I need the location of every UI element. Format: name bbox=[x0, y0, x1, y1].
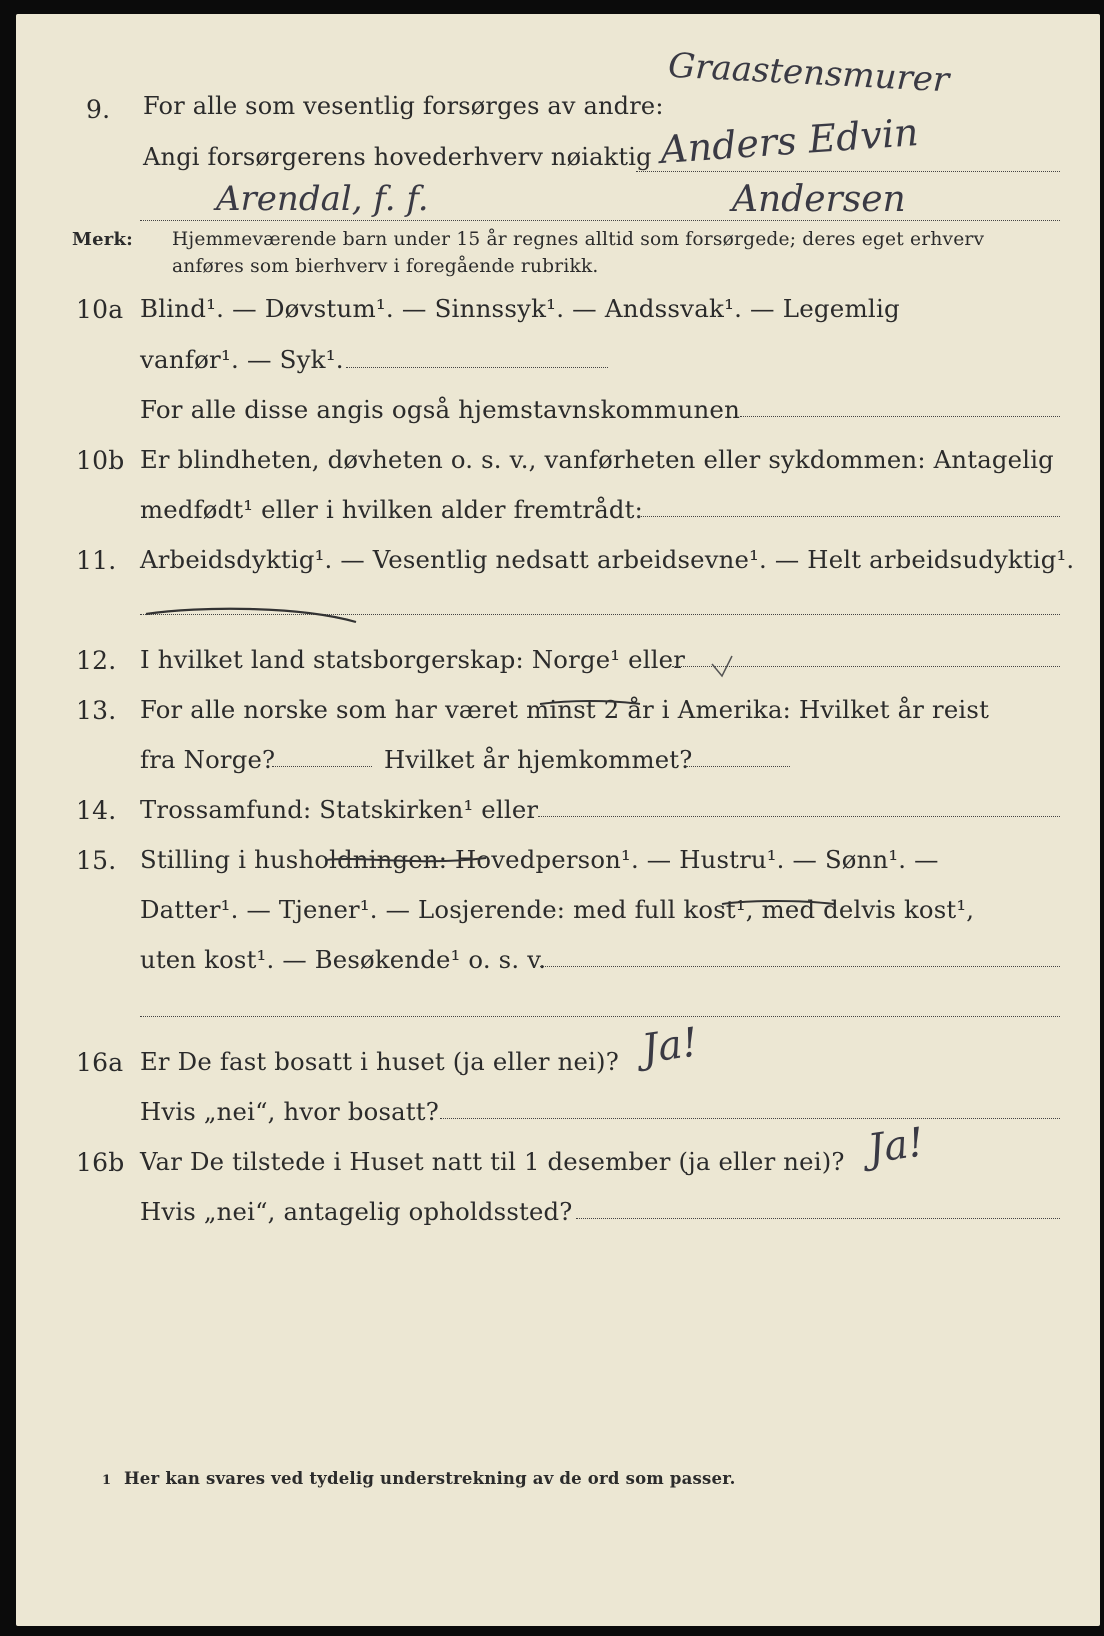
q10b-number: 10b bbox=[76, 446, 125, 475]
q15-answer-line2 bbox=[140, 1016, 1060, 1017]
q10a-hjemstavn-line bbox=[740, 416, 1060, 417]
q15-number: 15. bbox=[76, 846, 117, 875]
q13-number: 13. bbox=[76, 696, 117, 725]
q9-handwritten-place: Arendal, f. f. bbox=[216, 179, 429, 219]
merk-line1: Hjemmeværende barn under 15 år regnes alltid som forsørgede; deres eget erhverv bbox=[172, 229, 985, 250]
q10a-line2: vanfør¹. — Syk¹. bbox=[140, 345, 344, 374]
q9-number: 9. bbox=[86, 95, 111, 124]
q10b-line2: medfødt¹ eller i hvilken alder fremtrådt: bbox=[140, 495, 644, 524]
q15-line1: Stilling i husholdningen: Hovedperson¹. — Hustru¹. — Sønn¹. — bbox=[140, 845, 939, 874]
q16b-line2: Hvis „nei“, antagelig opholdssted? bbox=[140, 1197, 573, 1226]
q10a-line1: Blind¹. — Døvstum¹. — Sinnssyk¹. — Andssvak¹. — Legemlig bbox=[140, 294, 900, 323]
census-form-page bbox=[16, 14, 1100, 1626]
q11-line1: Arbeidsdyktig¹. — Vesentlig nedsatt arbeidsevne¹. — Helt arbeidsudyktig¹. bbox=[140, 545, 1075, 574]
q15-answer-line1 bbox=[540, 966, 1060, 967]
q16b-answer-line bbox=[576, 1218, 1060, 1219]
q13-line1: For alle norske som har været minst 2 år i Amerika: Hvilket år reist bbox=[140, 695, 990, 724]
q16a-line1: Er De fast bosatt i huset (ja eller nei)? bbox=[140, 1047, 619, 1076]
q9-handwritten-occupation: Graastensmurer bbox=[667, 45, 951, 101]
q16a-line2: Hvis „nei“, hvor bosatt? bbox=[140, 1097, 439, 1126]
q14-answer-line bbox=[538, 816, 1060, 817]
q16a-number: 16a bbox=[76, 1048, 124, 1077]
q10a-number: 10a bbox=[76, 295, 124, 324]
q16a-answer-line bbox=[440, 1118, 1060, 1119]
q9-line1: For alle som vesentlig forsørges av andre: bbox=[143, 92, 664, 120]
q14-number: 14. bbox=[76, 796, 117, 825]
q11-number: 11. bbox=[76, 546, 117, 575]
footnote-mark: 1 bbox=[102, 1473, 112, 1488]
footnote-text: Her kan svares ved tydelig understrekning av de ord som passer. bbox=[124, 1469, 736, 1488]
q13-year-returned-line bbox=[686, 766, 790, 767]
merk-label: Merk: bbox=[72, 229, 133, 250]
q12-answer-line bbox=[672, 666, 1060, 667]
q16a-handwritten-answer: Ja! bbox=[639, 1019, 701, 1073]
q13-line2a: fra Norge? bbox=[140, 745, 276, 774]
merk-line2: anføres som bierhverv i foregående rubrikk. bbox=[172, 256, 599, 277]
q9-answer-line1 bbox=[636, 171, 1060, 172]
q15-line2: Datter¹. — Tjener¹. — Losjerende: med full kost¹, med delvis kost¹, bbox=[140, 895, 975, 924]
q13-line2b: Hvilket år hjemkommet? bbox=[384, 745, 693, 774]
q9-handwritten-name1: Anders Edvin bbox=[658, 110, 920, 172]
q10a-answer-line bbox=[346, 367, 608, 368]
q11-answer-line bbox=[140, 614, 1060, 615]
q16b-number: 16b bbox=[76, 1148, 125, 1177]
q15-line3: uten kost¹. — Besøkende¹ o. s. v. bbox=[140, 945, 547, 974]
q10b-line1: Er blindheten, døvheten o. s. v., vanførheten eller sykdommen: Antagelig bbox=[140, 445, 1054, 474]
q14-line1: Trossamfund: Statskirken¹ eller bbox=[140, 795, 539, 824]
q10b-answer-line bbox=[638, 516, 1060, 517]
q16b-handwritten-answer: Ja! bbox=[865, 1119, 927, 1173]
q12-line1: I hvilket land statsborgerskap: Norge¹ eller bbox=[140, 645, 686, 674]
q12-number: 12. bbox=[76, 646, 117, 675]
q10a-line3: For alle disse angis også hjemstavnskommunen bbox=[140, 395, 741, 424]
q9-answer-line2 bbox=[140, 220, 1060, 221]
q9-line2: Angi forsørgerens hovederhverv nøiaktig bbox=[143, 143, 652, 171]
q13-year-left-line bbox=[272, 766, 372, 767]
q9-handwritten-name2: Andersen bbox=[732, 179, 906, 220]
q16b-line1: Var De tilstede i Huset natt til 1 desember (ja eller nei)? bbox=[140, 1147, 845, 1176]
